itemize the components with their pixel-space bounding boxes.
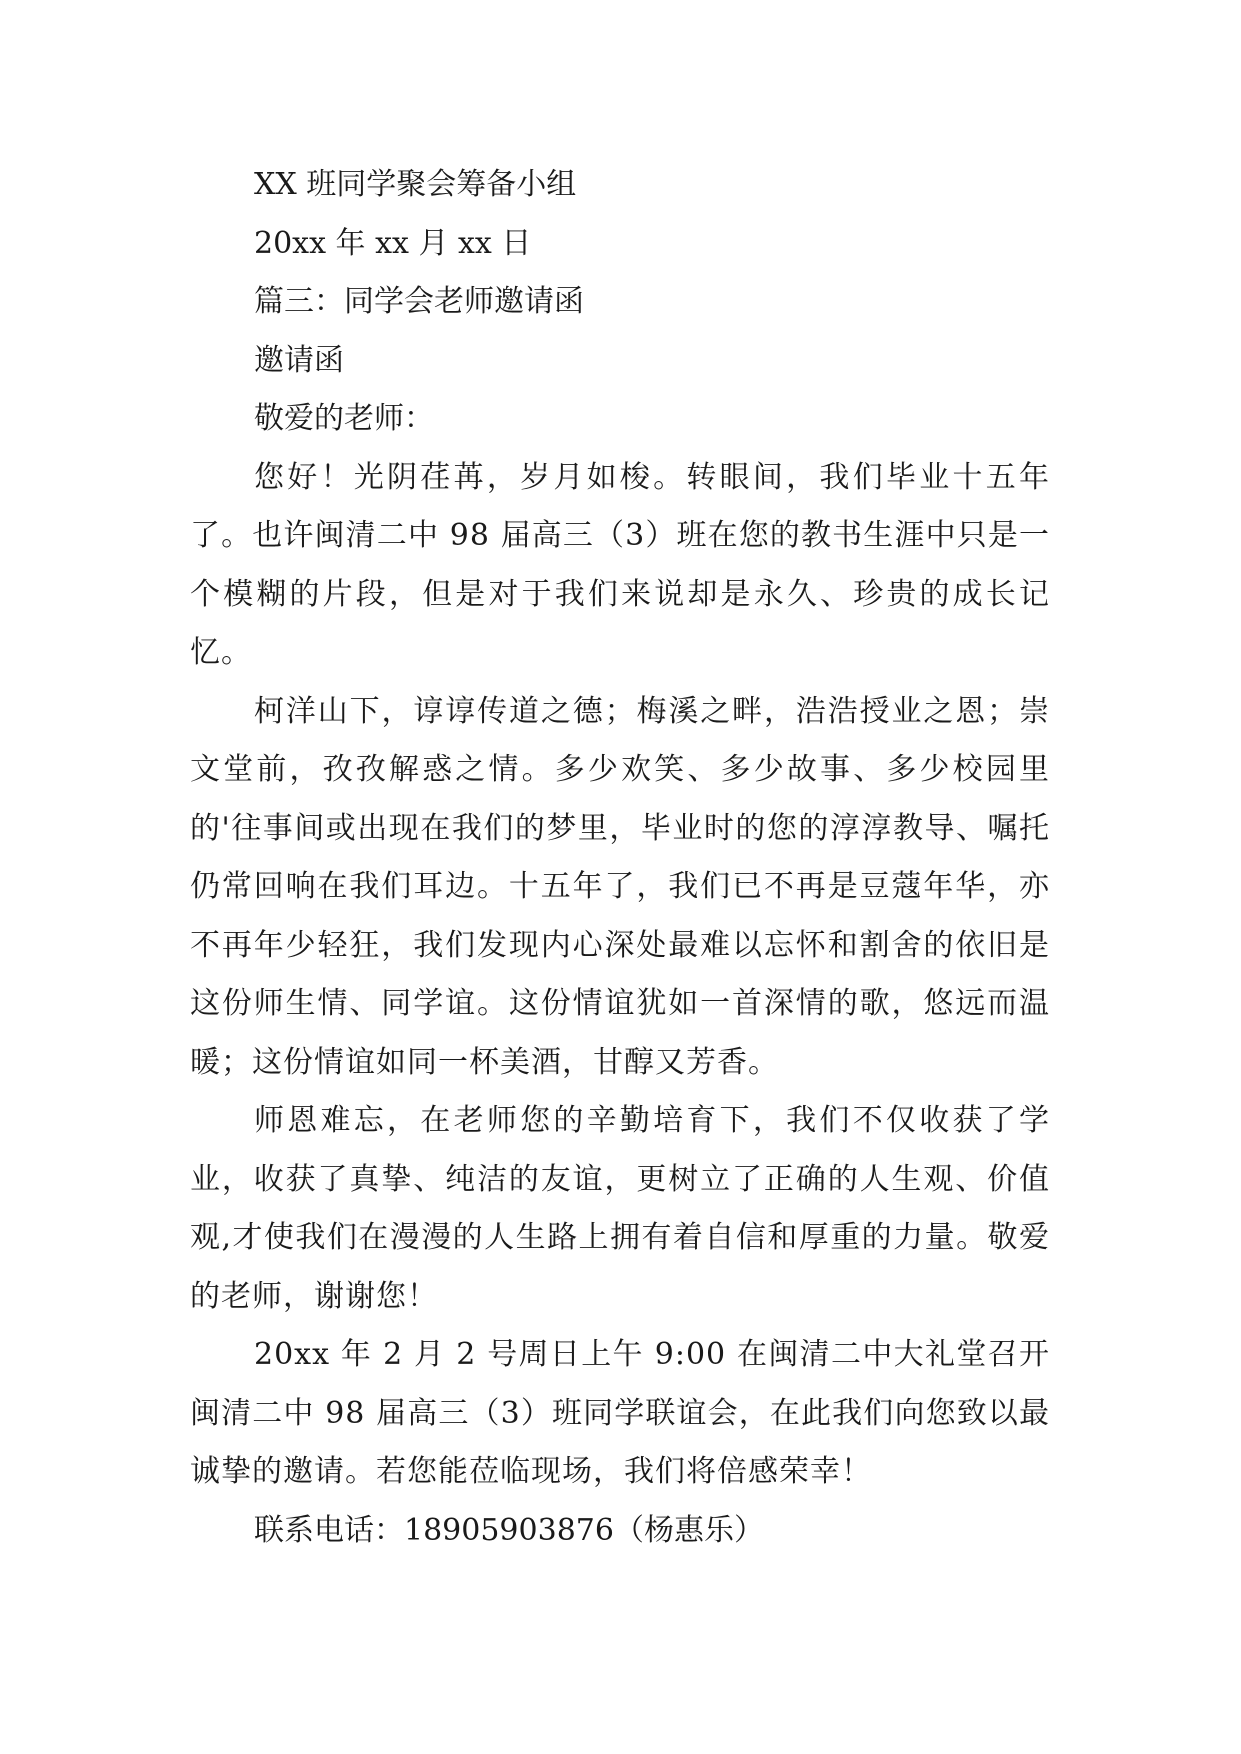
paragraph-invitation: 20xx 年 2 月 2 号周日上午 9:00 在闽清二中大礼堂召开闽清二中 98 届高三（3）班同学联谊会，在此我们向您致以最诚挚的邀请。若您能莅临现场，我们将倍感荣幸！ bbox=[190, 1337, 1050, 1489]
section-title: 篇三：同学会老师邀请函 bbox=[254, 284, 584, 319]
contact-phone: 联系电话：18905903876（杨惠乐） bbox=[254, 1512, 764, 1548]
signature-date: 20xx 年 xx 月 xx 日 bbox=[254, 225, 532, 261]
paragraph-greeting: 您好！光阴荏苒，岁月如梭。转眼间，我们毕业十五年了。也许闽清二中 98 届高三（3）班在您的教书生涯中只是一个模糊的片段，但是对于我们来说却是永久、珍贵的成长记忆。 bbox=[190, 459, 1050, 670]
document-content bbox=[190, 156, 1050, 1560]
salutation: 敬爱的老师： bbox=[254, 401, 434, 436]
organizer-signature: XX 班同学聚会筹备小组 bbox=[254, 167, 577, 202]
paragraph-gratitude: 师恩难忘，在老师您的辛勤培育下，我们不仅收获了学业，收获了真挚、纯洁的友谊，更树立了正确的人生观、价值观,才使我们在漫漫的人生路上拥有着自信和厚重的力量。敬爱的老师，谢谢您！ bbox=[190, 1103, 1050, 1314]
document-title: 邀请函 bbox=[254, 342, 344, 378]
paragraph-memories: 柯洋山下，谆谆传道之德；梅溪之畔，浩浩授业之恩；崇文堂前，孜孜解惑之情。多少欢笑、多少故事、多少校园里的'往事间或出现在我们的梦里，毕业时的您的淳淳教导、嘱托仍常回响在我们耳边。十五年了，我们已不再是豆蔻年华，亦不再年少轻狂，我们发现内心深处最难以忘怀和割舍的依旧是这份师生情、同学谊。这份情谊犹如一首深情的歌，悠远而温暖；这份情谊如同一杯美酒，甘醇又芳香。 bbox=[190, 693, 1050, 1080]
